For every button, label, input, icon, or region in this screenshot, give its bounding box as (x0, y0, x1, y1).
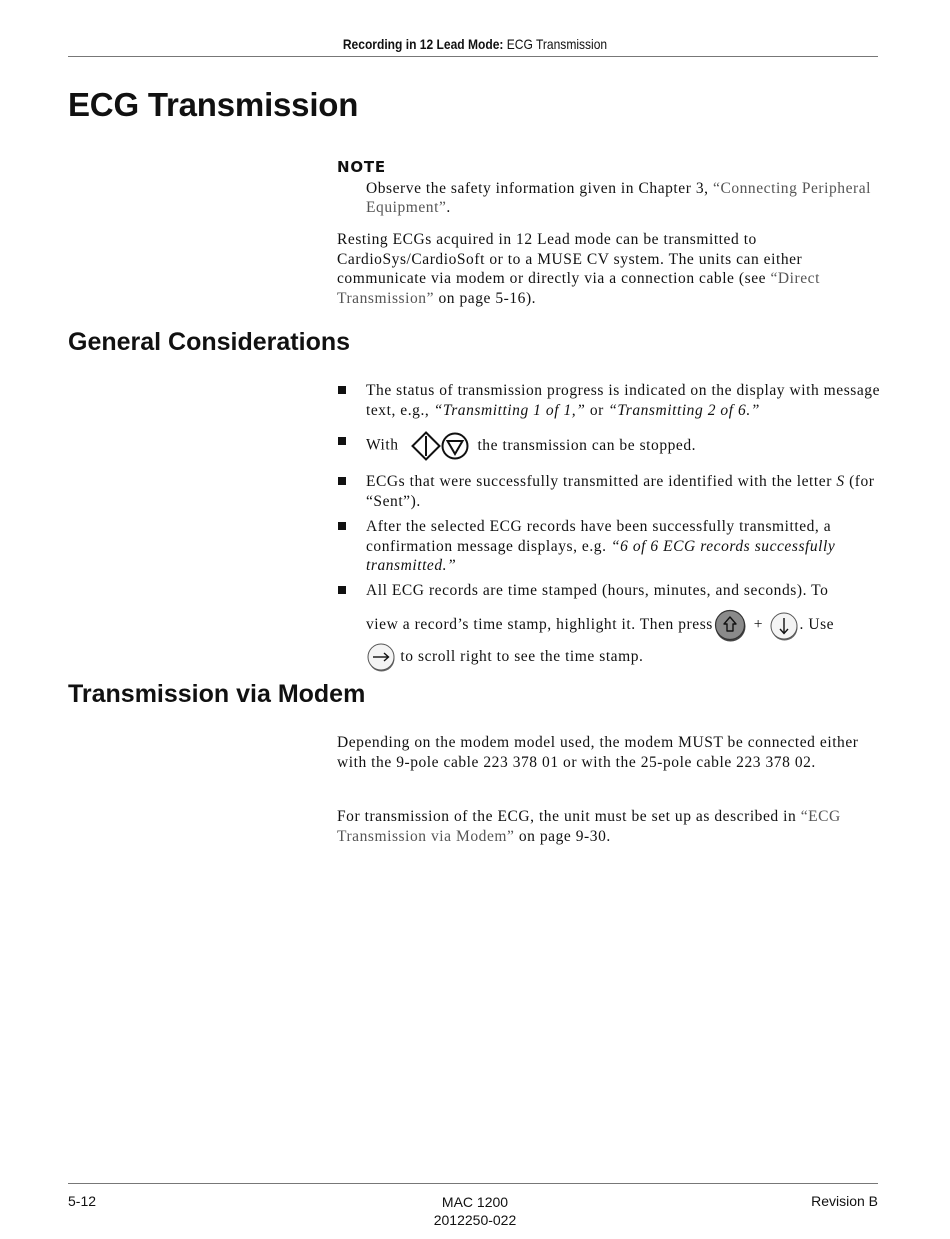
modem-setup-text: For transmission of the ECG, the unit must be set up as described in (337, 808, 801, 825)
intro-text: Resting ECGs acquired in 12 Lead mode can be transmitted to CardioSys/CardioSoft or to a MUSE CV system. The units can either communicate via modem or directly via a connection cable (see (337, 231, 803, 287)
modem-heading: Transmission via Modem (68, 680, 366, 708)
start-stop-key-icon (411, 431, 441, 461)
note-block (337, 158, 882, 218)
bullet-4-text: After the selected ECG records have been successfully transmitted, a confirmation message displays, e.g. (366, 518, 832, 555)
bullet-5-press-text: view a record’s time stamp, highlight it. Then press (366, 616, 713, 634)
bullet-icon (338, 522, 346, 530)
bullet-4-example: “6 of 6 ECG records successfully transmitted.” (366, 537, 836, 574)
note-label: NOTE (337, 158, 386, 176)
bullet-icon (338, 386, 346, 394)
general-list (337, 381, 882, 672)
bullet-5-line-2 (366, 609, 882, 639)
note-link[interactable]: “Connecting Peripheral Equipment” (366, 179, 872, 216)
bullet-1-example-1: “Transmitting 1 of 1,” (433, 401, 586, 419)
right-arrow-key-icon (366, 642, 396, 672)
general-heading: General Considerations (68, 328, 351, 356)
shift-key-icon (714, 609, 747, 642)
modem-cable-text: Depending on the modem model used, the modem MUST be connected either with the 9-pole cable 223 378 01 or with the 25-pole cable 223 378 02. (337, 734, 859, 771)
header-rule (68, 56, 878, 57)
bullet-1-mid: or (585, 401, 609, 419)
bullet-5-plus: + (753, 616, 764, 634)
footer-product (375, 1193, 575, 1229)
running-header-section: ECG Transmission (503, 36, 608, 52)
note-tail: . (446, 199, 451, 216)
list-item (337, 431, 882, 461)
footer-revision: Revision B (811, 1193, 878, 1209)
list-item (337, 381, 882, 420)
bullet-icon (338, 437, 346, 445)
running-header (67, 36, 884, 52)
running-header-chapter: Recording in 12 Lead Mode: (342, 36, 504, 52)
list-item (337, 472, 882, 511)
modem-setup-tail: on page 9-30. (514, 827, 611, 845)
bullet-3-text: ECGs that were successfully transmitted are identified with the letter (366, 473, 837, 490)
footer-doc-number: 2012250-022 (433, 1212, 517, 1228)
bullet-5-line-3 (366, 642, 882, 672)
note-text (337, 179, 882, 218)
bullet-1-example-2: “Transmitting 2 of 6.” (608, 401, 760, 419)
intro-tail: on page 5-16). (434, 289, 537, 307)
footer-page-number: 5-12 (68, 1193, 97, 1209)
down-arrow-key-icon (769, 611, 799, 641)
modem-paragraph-1 (337, 733, 882, 772)
bullet-2-pre: With (366, 436, 399, 454)
footer-rule (68, 1183, 878, 1184)
bullet-5-line-1: All ECG records are time stamped (hours, minutes, and seconds). To (366, 581, 829, 599)
page-title: ECG Transmission (68, 86, 359, 123)
list-item (337, 581, 882, 673)
bullet-icon (338, 586, 346, 594)
intro-paragraph (337, 230, 882, 308)
stop-key-icon (441, 432, 469, 460)
bullet-5-scroll-text: to scroll right to see the time stamp. (396, 648, 644, 665)
bullet-5-use: . Use (799, 616, 835, 634)
list-item (337, 517, 882, 576)
bullet-3-tail: (for “Sent”). (366, 473, 875, 510)
bullet-2-post: the transmission can be stopped. (477, 436, 697, 454)
modem-setup-link[interactable]: “ECG Transmission via Modem” (337, 808, 841, 845)
modem-paragraph-2 (337, 807, 882, 846)
bullet-icon (338, 477, 346, 485)
footer-product-name: MAC 1200 (441, 1194, 509, 1210)
bullet-1-text: The status of transmission progress is indicated on the display with message text, e.g., (366, 382, 881, 419)
general-list-block (337, 381, 882, 672)
intro-link[interactable]: “Direct Transmission” (337, 270, 820, 307)
bullet-3-letter: S (836, 473, 845, 490)
note-body: Observe the safety information given in Chapter 3, (366, 179, 714, 197)
